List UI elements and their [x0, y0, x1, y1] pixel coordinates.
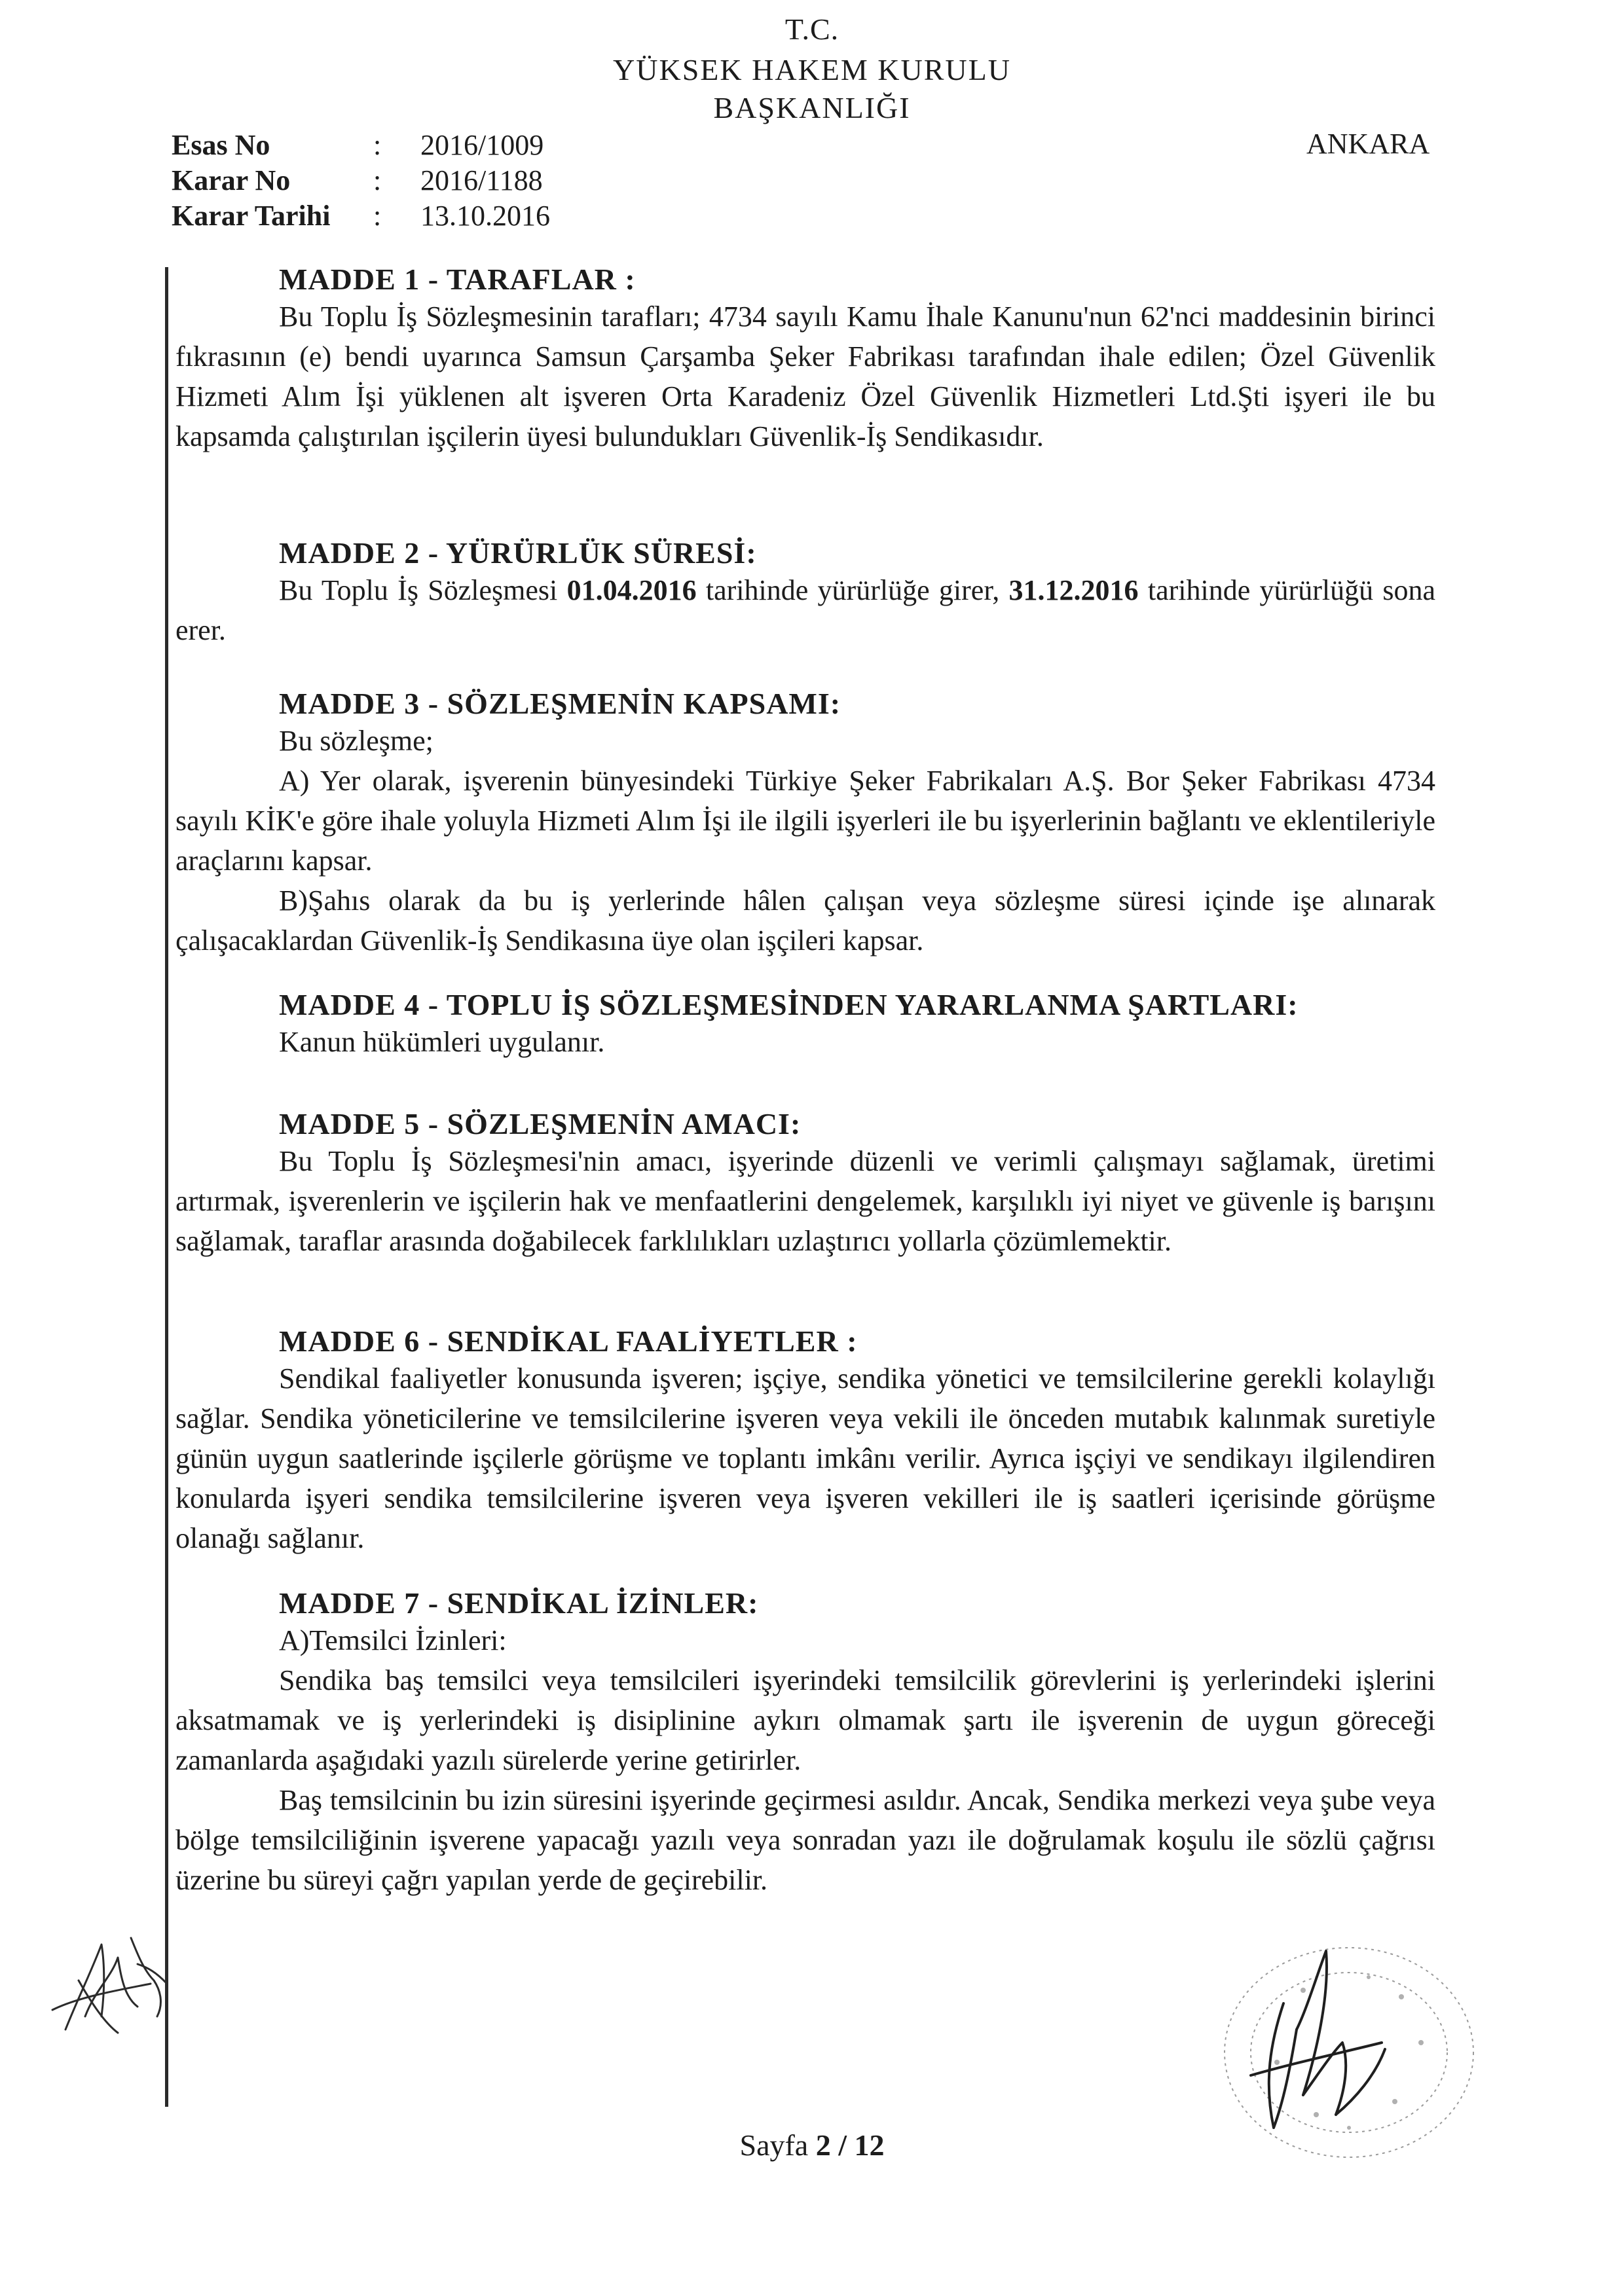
meta-esas-value: 2016/1009 [420, 129, 544, 161]
start-date: 01.04.2016 [566, 574, 697, 606]
section-intro: Bu sözleşme; [279, 725, 434, 757]
end-date: 31.12.2016 [1008, 574, 1139, 606]
section-title: MADDE 4 - TOPLU İŞ SÖZLEŞMESİNDEN YARARLANMA ŞARTLARI: [279, 988, 1299, 1021]
validity-text-b: tarihinde yürürlüğe girer, [705, 574, 1000, 606]
section-title: MADDE 7 - SENDİKAL İZİNLER: [279, 1586, 759, 1620]
section-madde-5 [175, 1106, 1435, 1261]
section-title: MADDE 2 - YÜRÜRLÜK SÜRESİ: [279, 536, 757, 570]
header-institution: YÜKSEK HAKEM KURULU [613, 53, 1011, 86]
footer-page-total: 12 [854, 2128, 885, 2162]
left-signature-icon [39, 1918, 177, 2049]
header-tc: T.C. [784, 12, 840, 46]
section-paragraph-b: B)Şahıs olarak da bu iş yerlerinde hâlen çalışan veya sözleşme süresi içinde işe alınarak çalışacaklardan Güvenlik-İş Sendikasına üye olan işçileri kapsar. [175, 884, 1435, 957]
footer-page-number: 2 [815, 2128, 831, 2162]
section-paragraph: Sendikal faaliyetler konusunda işveren; işçiye, sendika yönetici ve temsilcilerine gerekli kolaylığı sağlar. Sendika yöneticilerine ve temsilcilerine işveren veya vekili ile önceden mutabık kalınmak suretiyle günün uygun saatlerinde işçilerle görüşme ve toplantı imkânı verilir. Ayrıca işçiyi ve sendikayı ilgilendiren konularda işyeri sendika temsilcilerine işveren veya işveren vekilleri ile iş saatleri içerisinde görüşme olanağı sağlanır. [175, 1362, 1435, 1554]
section-title: MADDE 3 - SÖZLEŞMENİN KAPSAMI: [279, 687, 841, 720]
meta-colon: : [373, 129, 382, 161]
section-title: MADDE 5 - SÖZLEŞMENİN AMACI: [279, 1107, 802, 1140]
meta-tarih-label: Karar Tarihi [172, 200, 331, 232]
section-subtitle: A)Temsilci İzinleri: [279, 1624, 507, 1656]
section-madde-6 [175, 1324, 1435, 1558]
section-madde-7 [175, 1586, 1435, 1900]
header-presidency: BAŞKANLIĞI [713, 91, 911, 124]
section-paragraph: Baş temsilcinin bu izin süresini işyerinde geçirmesi asıldır. Ancak, Sendika merkezi veya şube veya bölge temsilciliğinin işverene yapacağı yazılı veya sonradan yazı ile doğrulamak koşulu ile sözlü çağrısı üzerine bu süreyi çağrı yapılan yerde de geçirebilir. [175, 1784, 1435, 1896]
meta-colon: : [373, 164, 382, 196]
validity-text-a: Bu Toplu İş Sözleşmesi [279, 574, 558, 606]
section-title: MADDE 6 - SENDİKAL FAALİYETLER : [279, 1324, 858, 1358]
section-paragraph [175, 570, 1435, 650]
section-paragraph: Bu Toplu İş Sözleşmesi'nin amacı, işyerinde düzenli ve verimli çalışmayı sağlamak, üretimi artırmak, işverenlerin ve işçilerin hak ve menfaatlerini dengelemek, karşılıklı iyi niyet ve güvenle iş barışını sağlamak, taraflar arasında doğabilecek farklılıkları uzlaştırıcı yollarla çözümlemektir. [175, 1145, 1435, 1257]
section-paragraph-a: A) Yer olarak, işverenin bünyesindeki Türkiye Şeker Fabrikaları A.Ş. Bor Şeker Fabrikası 4734 sayılı KİK'e göre ihale yoluyla Hizmeti Alım İşi ile ilgili işyerleri ile bu işyerlerinin bağlantı ve eklentileriyle araçlarını kapsar. [175, 765, 1435, 877]
meta-colon: : [373, 200, 382, 232]
section-madde-4 [175, 987, 1435, 1062]
meta-esas-label: Esas No [172, 129, 270, 161]
meta-karar-value: 2016/1188 [420, 164, 543, 196]
section-madde-3 [175, 686, 1435, 960]
section-paragraph: Bu Toplu İş Sözleşmesinin tarafları; 4734 sayılı Kamu İhale Kanunu'nun 62'nci maddesinin birinci fıkrasının (e) bendi uyarınca Samsun Çarşamba Şeker Fabrikası tarafından ihale edilen; Özel Güvenlik Hizmeti Alım İşi yüklenen alt işveren Orta Karadeniz Özel Güvenlik Hizmetleri Ltd.Şti işyeri ile bu kapsamda çalıştırılan işçilerin üyesi bulundukları Güvenlik-İş Sendikasıdır. [175, 301, 1435, 452]
validity-text-c: tarihinde yürürlüğü sona erer. [175, 574, 1436, 646]
section-madde-2 [175, 536, 1435, 650]
section-paragraph: Kanun hükümleri uygulanır. [279, 1026, 605, 1058]
footer-separator: / [838, 2128, 847, 2162]
footer-prefix: Sayfa [739, 2128, 809, 2162]
meta-tarih-value: 13.10.2016 [420, 200, 550, 232]
meta-karar-label: Karar No [172, 164, 291, 196]
section-title: MADDE 1 - TARAFLAR : [279, 263, 636, 296]
section-paragraph: Sendika baş temsilci veya temsilcileri işyerindeki temsilcilik görevlerini iş yerlerindeki işlerini aksatmamak ve iş yerlerindeki iş disiplinine aykırı olmamak şartı ile işverenin de uygun göreceği zamanlarda aşağıdaki yazılı sürelerde yerine getirirler. [175, 1664, 1435, 1776]
header-city: ANKARA [1306, 128, 1430, 160]
margin-rule [165, 267, 168, 2107]
section-madde-1 [175, 262, 1435, 456]
page-footer [0, 2128, 1624, 2162]
